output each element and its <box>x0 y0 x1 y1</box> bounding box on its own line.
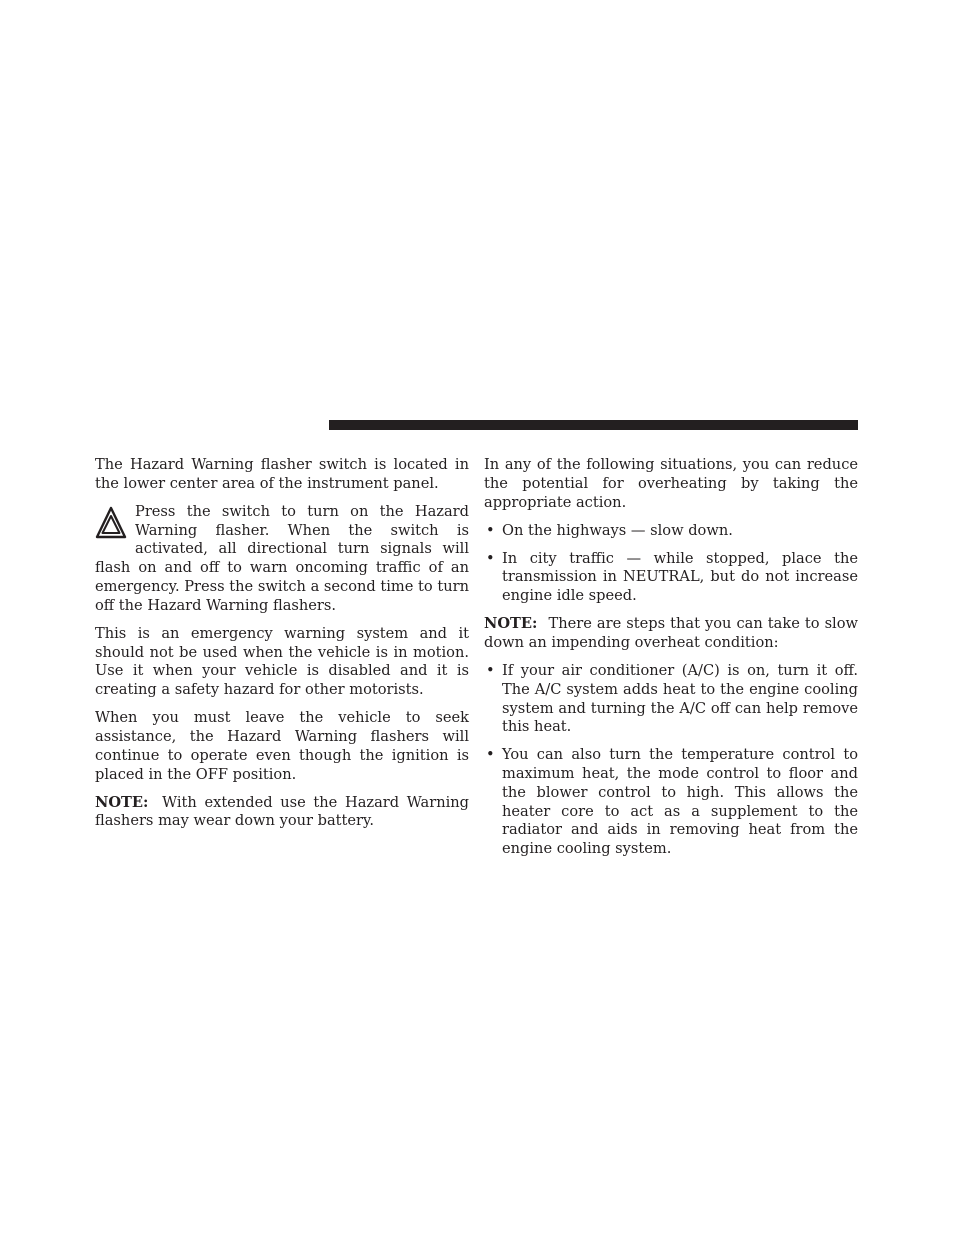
leave-vehicle-paragraph: When you must leave the vehicle to seek assistance, the Hazard Warning flashers will continue to operate even though the ignition is placed in the OFF position. <box>95 709 469 783</box>
overheat-note <box>484 615 858 653</box>
overheat-intro-paragraph: In any of the following situations, you can reduce the potential for overheating by taking the appropriate action. <box>484 456 858 511</box>
note-label: NOTE: <box>95 793 149 811</box>
bullet-glyph: • <box>486 521 495 539</box>
emergency-system-paragraph: This is an emergency warning system and it should not be used when the vehicle is in motion. Use it when your vehicle is disabled and it is creating a safety hazard for other motorists. <box>95 624 469 699</box>
list-item-text: You can also turn the temperature control to maximum heat, the mode control to floor and the blower control to high. This allows the heater core to act as a supplement to the radiator and aids in removing heat from the engine cooling system. <box>502 746 858 858</box>
list-item-text: If your air conditioner (A/C) is on, turn it off. The A/C system adds heat to the engine cooling system and turning the A/C off can help remove this heat. <box>502 661 858 736</box>
hazard-switch-text: Press the switch to turn on the Hazard Warning flasher. When the switch is activated, all directional turn signals will flash on and off to warn oncoming traffic of an emergency. Press the switch a second time to turn off the Hazard Warning flashers. <box>95 502 469 614</box>
hazard-warning-icon <box>95 505 127 541</box>
list-item <box>484 662 858 737</box>
list-item-text: On the highways — slow down. <box>502 521 733 539</box>
list-item <box>484 550 858 606</box>
hazard-switch-paragraph <box>95 503 469 616</box>
left-column <box>95 456 469 840</box>
hazard-location-paragraph: The Hazard Warning flasher switch is located in the lower center area of the instrument panel. <box>95 456 469 492</box>
note-text: With extended use the Hazard Warning flashers may wear down your battery. <box>95 793 469 830</box>
bullet-glyph: • <box>486 549 495 567</box>
steps-list <box>484 662 858 859</box>
list-item-text: In city traffic — while stopped, place the transmission in NEUTRAL, but do not increase engine idle speed. <box>502 549 858 605</box>
situation-list <box>484 522 858 606</box>
list-item <box>484 746 858 859</box>
note-label: NOTE: <box>484 615 538 633</box>
battery-note <box>95 794 469 832</box>
bullet-glyph: • <box>486 661 495 679</box>
bullet-glyph: • <box>486 746 495 764</box>
note-text: There are steps that you can take to slow down an impending overheat condition: <box>484 615 858 651</box>
right-column <box>484 456 858 868</box>
header-rule-bar <box>329 420 858 430</box>
list-item <box>484 522 858 541</box>
